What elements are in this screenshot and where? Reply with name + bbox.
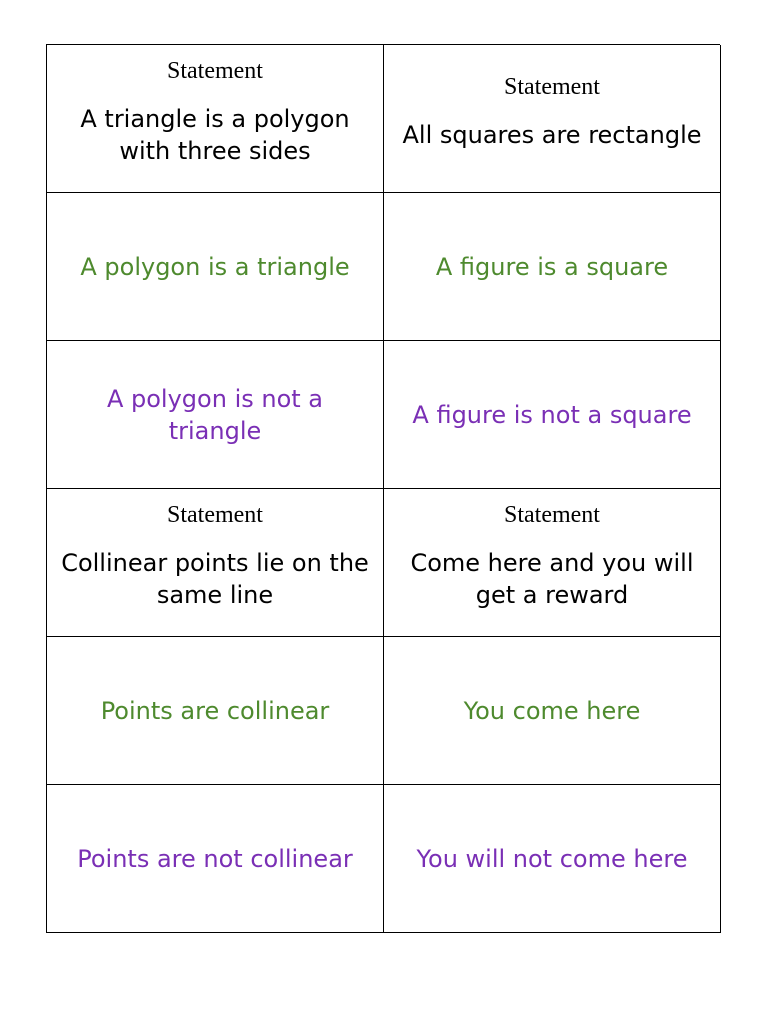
card-heading: Statement — [167, 502, 263, 528]
statement-text-line: same line — [156, 581, 274, 609]
card-grid — [46, 44, 720, 933]
statement-card-squares — [384, 45, 721, 193]
inverse-card-squares — [384, 341, 721, 489]
statement-text-line: Come here and you will — [410, 549, 694, 577]
converse-card-squares — [384, 193, 721, 341]
inverse-text: You will not come here — [416, 844, 688, 873]
statement-text: All squares are rectangle — [402, 121, 702, 149]
card-heading: Statement — [504, 74, 600, 100]
converse-text: A figure is a square — [435, 252, 669, 281]
inverse-card-triangle — [47, 341, 384, 489]
inverse-text: Points are not collinear — [77, 844, 353, 873]
statement-text-line: with three sides — [119, 137, 311, 165]
statement-text-line: get a reward — [475, 581, 629, 609]
converse-text: A polygon is a triangle — [80, 252, 350, 281]
converse-text: Points are collinear — [100, 696, 330, 725]
converse-card-collinear — [47, 637, 384, 785]
card-heading: Statement — [504, 502, 600, 528]
inverse-card-reward — [384, 785, 721, 933]
statement-text — [61, 547, 369, 611]
inverse-text: A figure is not a square — [412, 400, 692, 429]
statement-text-line: Collinear points lie on the — [61, 549, 369, 577]
inverse-text-line: triangle — [168, 416, 262, 445]
card-heading: Statement — [167, 58, 263, 84]
statement-card-reward — [384, 489, 721, 637]
converse-card-triangle — [47, 193, 384, 341]
statement-text — [80, 103, 349, 167]
converse-card-reward — [384, 637, 721, 785]
inverse-text-line: A polygon is not a — [106, 384, 324, 413]
converse-text: You come here — [463, 696, 641, 725]
statement-card-collinear — [47, 489, 384, 637]
statement-text — [410, 547, 693, 611]
statement-text-line: A triangle is a polygon — [80, 105, 350, 133]
inverse-text — [107, 383, 323, 447]
statement-card-triangle — [47, 45, 384, 193]
inverse-card-collinear — [47, 785, 384, 933]
